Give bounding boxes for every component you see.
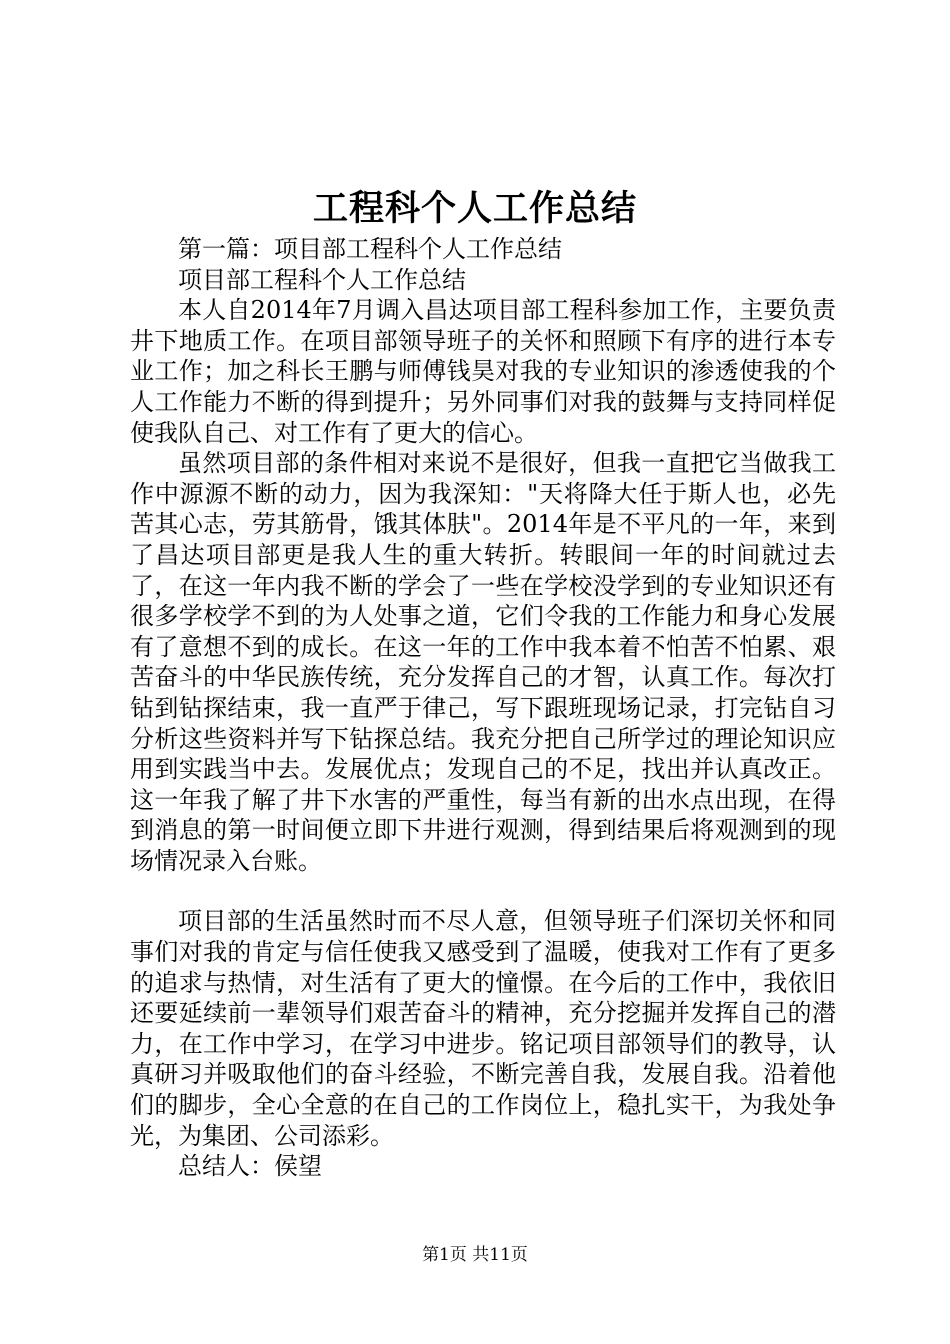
subtitle: 项目部工程科个人工作总结 — [178, 265, 466, 294]
document-body — [130, 234, 836, 1182]
section-heading: 第一篇：项目部工程科个人工作总结 — [178, 235, 562, 263]
document-title: 工程科个人工作总结 — [312, 188, 637, 229]
page-footer: 第1页 共11页 — [422, 1245, 528, 1265]
signature-line: 总结人：侯望 — [178, 1152, 322, 1181]
paragraph-1: 本人自2014年7月调入昌达项目部工程科参加工作，主要负责井下地质工作。在项目部领导班子的关怀和照顾下有序的进行本专业工作；加之科长王鹏与师傅钱昊对我的专业知识的渗透使我的个人工作能力不断的得到提升；另外同事们对我的鼓舞与支持同样促使我队自己、对工作有了更大的信心。 — [130, 296, 836, 447]
paragraph-3: 项目部的生活虽然时而不尽人意，但领导班子们深切关怀和同事们对我的肯定与信任使我又感受到了温暖，使我对工作有了更多的追求与热情，对生活有了更大的憧憬。在今后的工作中，我依旧还要延续前一辈领导们艰苦奋斗的精神，充分挖掘并发挥自己的潜力，在工作中学习，在学习中进步。铭记项目部领导们的教导，认真研习并吸取他们的奋斗经验，不断完善自我，发展自我。沿着他们的脚步，全心全意的在自己的工作岗位上，稳扎实干，为我处争光，为集团、公司添彩。 — [130, 907, 836, 1150]
paragraph-2: 虽然项目部的条件相对来说不是很好，但我一直把它当做我工作中源源不断的动力，因为我深知："天将降大任于斯人也，必先苦其心志，劳其筋骨，饿其体肤"。2014年是不平凡的一年，来到了昌达项目部更是我人生的重大转折。转眼间一年的时间就过去了，在这一年内我不断的学会了一些在学校没学到的专业知识还有很多学校学不到的为人处事之道，它们令我的工作能力和身心发展有了意想不到的成长。在这一年的工作中我本着不怕苦不怕累、艰苦奋斗的中华民族传统，充分发挥自己的才智，认真工作。每次打钻到钻探结束，我一直严于律己，写下跟班现场记录，打完钻自习分析这些资料并写下钻探总结。我充分把自己所学过的理论知识应用到实践当中去。发展优点；发现自己的不足，找出并认真改正。这一年我了解了井下水害的严重性，每当有新的出水点出现，在得到消息的第一时间便立即下井进行观测，得到结果后将观测到的现场情况录入台账。 — [130, 449, 836, 875]
